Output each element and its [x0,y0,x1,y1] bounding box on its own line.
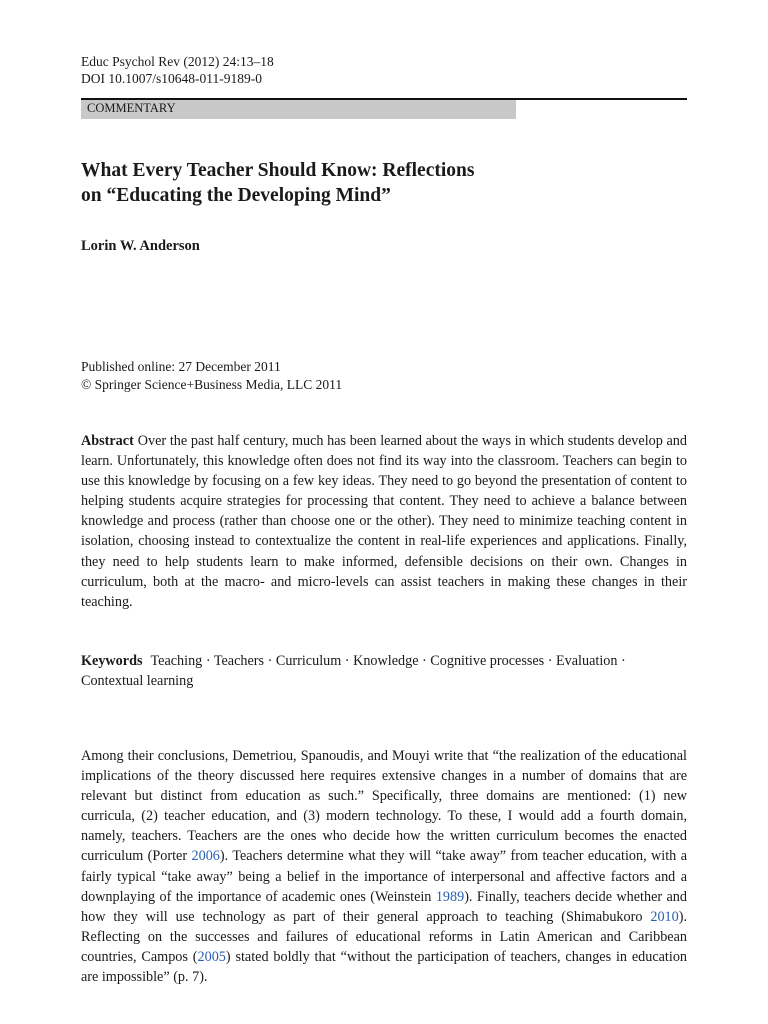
body-text-4: ). Reflecting on the successes and failures of educational reforms in Latin American and Caribbean countries, Campos ( [81,908,687,965]
citation-link-shimabukoro[interactable]: 2010 [650,908,679,925]
journal-citation: Educ Psychol Rev (2012) 24:13–18 [81,54,274,69]
abstract-label: Abstract [81,433,134,449]
body-text-3: ). Finally, teachers decide whether and how they will use technology as part of their general approach to teaching (Shimabukoro [81,888,687,925]
keywords [81,651,687,691]
abstract-text: Over the past half century, much has been learned about the ways in which students develop and learn. Unfortunately, this knowledge often does not find its way into the classroom. Teachers can begin to use this knowledge by focusing on a few key ideas. They need to go beyond the presentation of content to helping students acquire strategies for processing that content. They need to achieve a balance between knowledge and process (rather than choose one or the other). They need to minimize teaching content in isolation, choosing instead to contextualize the content in real-life experiences and applications. Finally, they need to help students learn to make informed, defensible decisions on their own. Changes in curriculum, both at the macro- and micro-levels can assist teachers in making these changes in their teaching. [81,433,687,610]
title-line-2: on “Educating the Developing Mind” [81,185,391,206]
doi[interactable]: DOI 10.1007/s10648-011-9189-0 [81,71,262,86]
copyright: © Springer Science+Business Media, LLC 2011 [81,377,343,392]
body-text-5: ) stated boldly that “without the participation of teachers, changes in education are impossible” (p. 7). [81,948,688,986]
author-name[interactable]: Lorin W. Anderson [81,238,200,254]
section-label: COMMENTARY [81,100,516,119]
body-text-2: ). Teachers determine what they will “take away” from teacher education, with a fairly typical “take away” being a belief in the importance of interpersonal and affective factors and a downplaying of the importance of academic ones (Weinstein [81,848,688,905]
published-date: Published online: 27 December 2011 [81,359,281,374]
title-line-1: What Every Teacher Should Know: Reflections [81,160,475,181]
article-title [81,158,687,208]
citation-link-porter[interactable]: 2006 [191,848,220,865]
citation-link-weinstein[interactable]: 1989 [435,888,465,905]
body-paragraph [81,746,687,987]
journal-header [81,53,274,87]
citation-link-campos[interactable]: 2005 [197,948,226,965]
keywords-label: Keywords [81,653,143,669]
body-text-1: Among their conclusions, Demetriou, Spanoudis, and Mouyi write that “the realization of the educational implications of the theory discussed here requires extensive changes in a number of domains that are relevant but distinct from education as such.” Specifically, three domains are mentioned: (1) new curricula, (2) teacher education, and (3) modern technology. To these, I would add a fourth domain, namely, teachers. Teachers are the ones who decide how the written curriculum becomes the enacted curriculum (Porter [81,748,687,865]
publication-info [81,358,342,394]
abstract [81,431,687,612]
keywords-text: Teaching · Teachers · Curriculum · Knowledge · Cognitive processes · Evaluation · Contextual learning [81,653,626,689]
